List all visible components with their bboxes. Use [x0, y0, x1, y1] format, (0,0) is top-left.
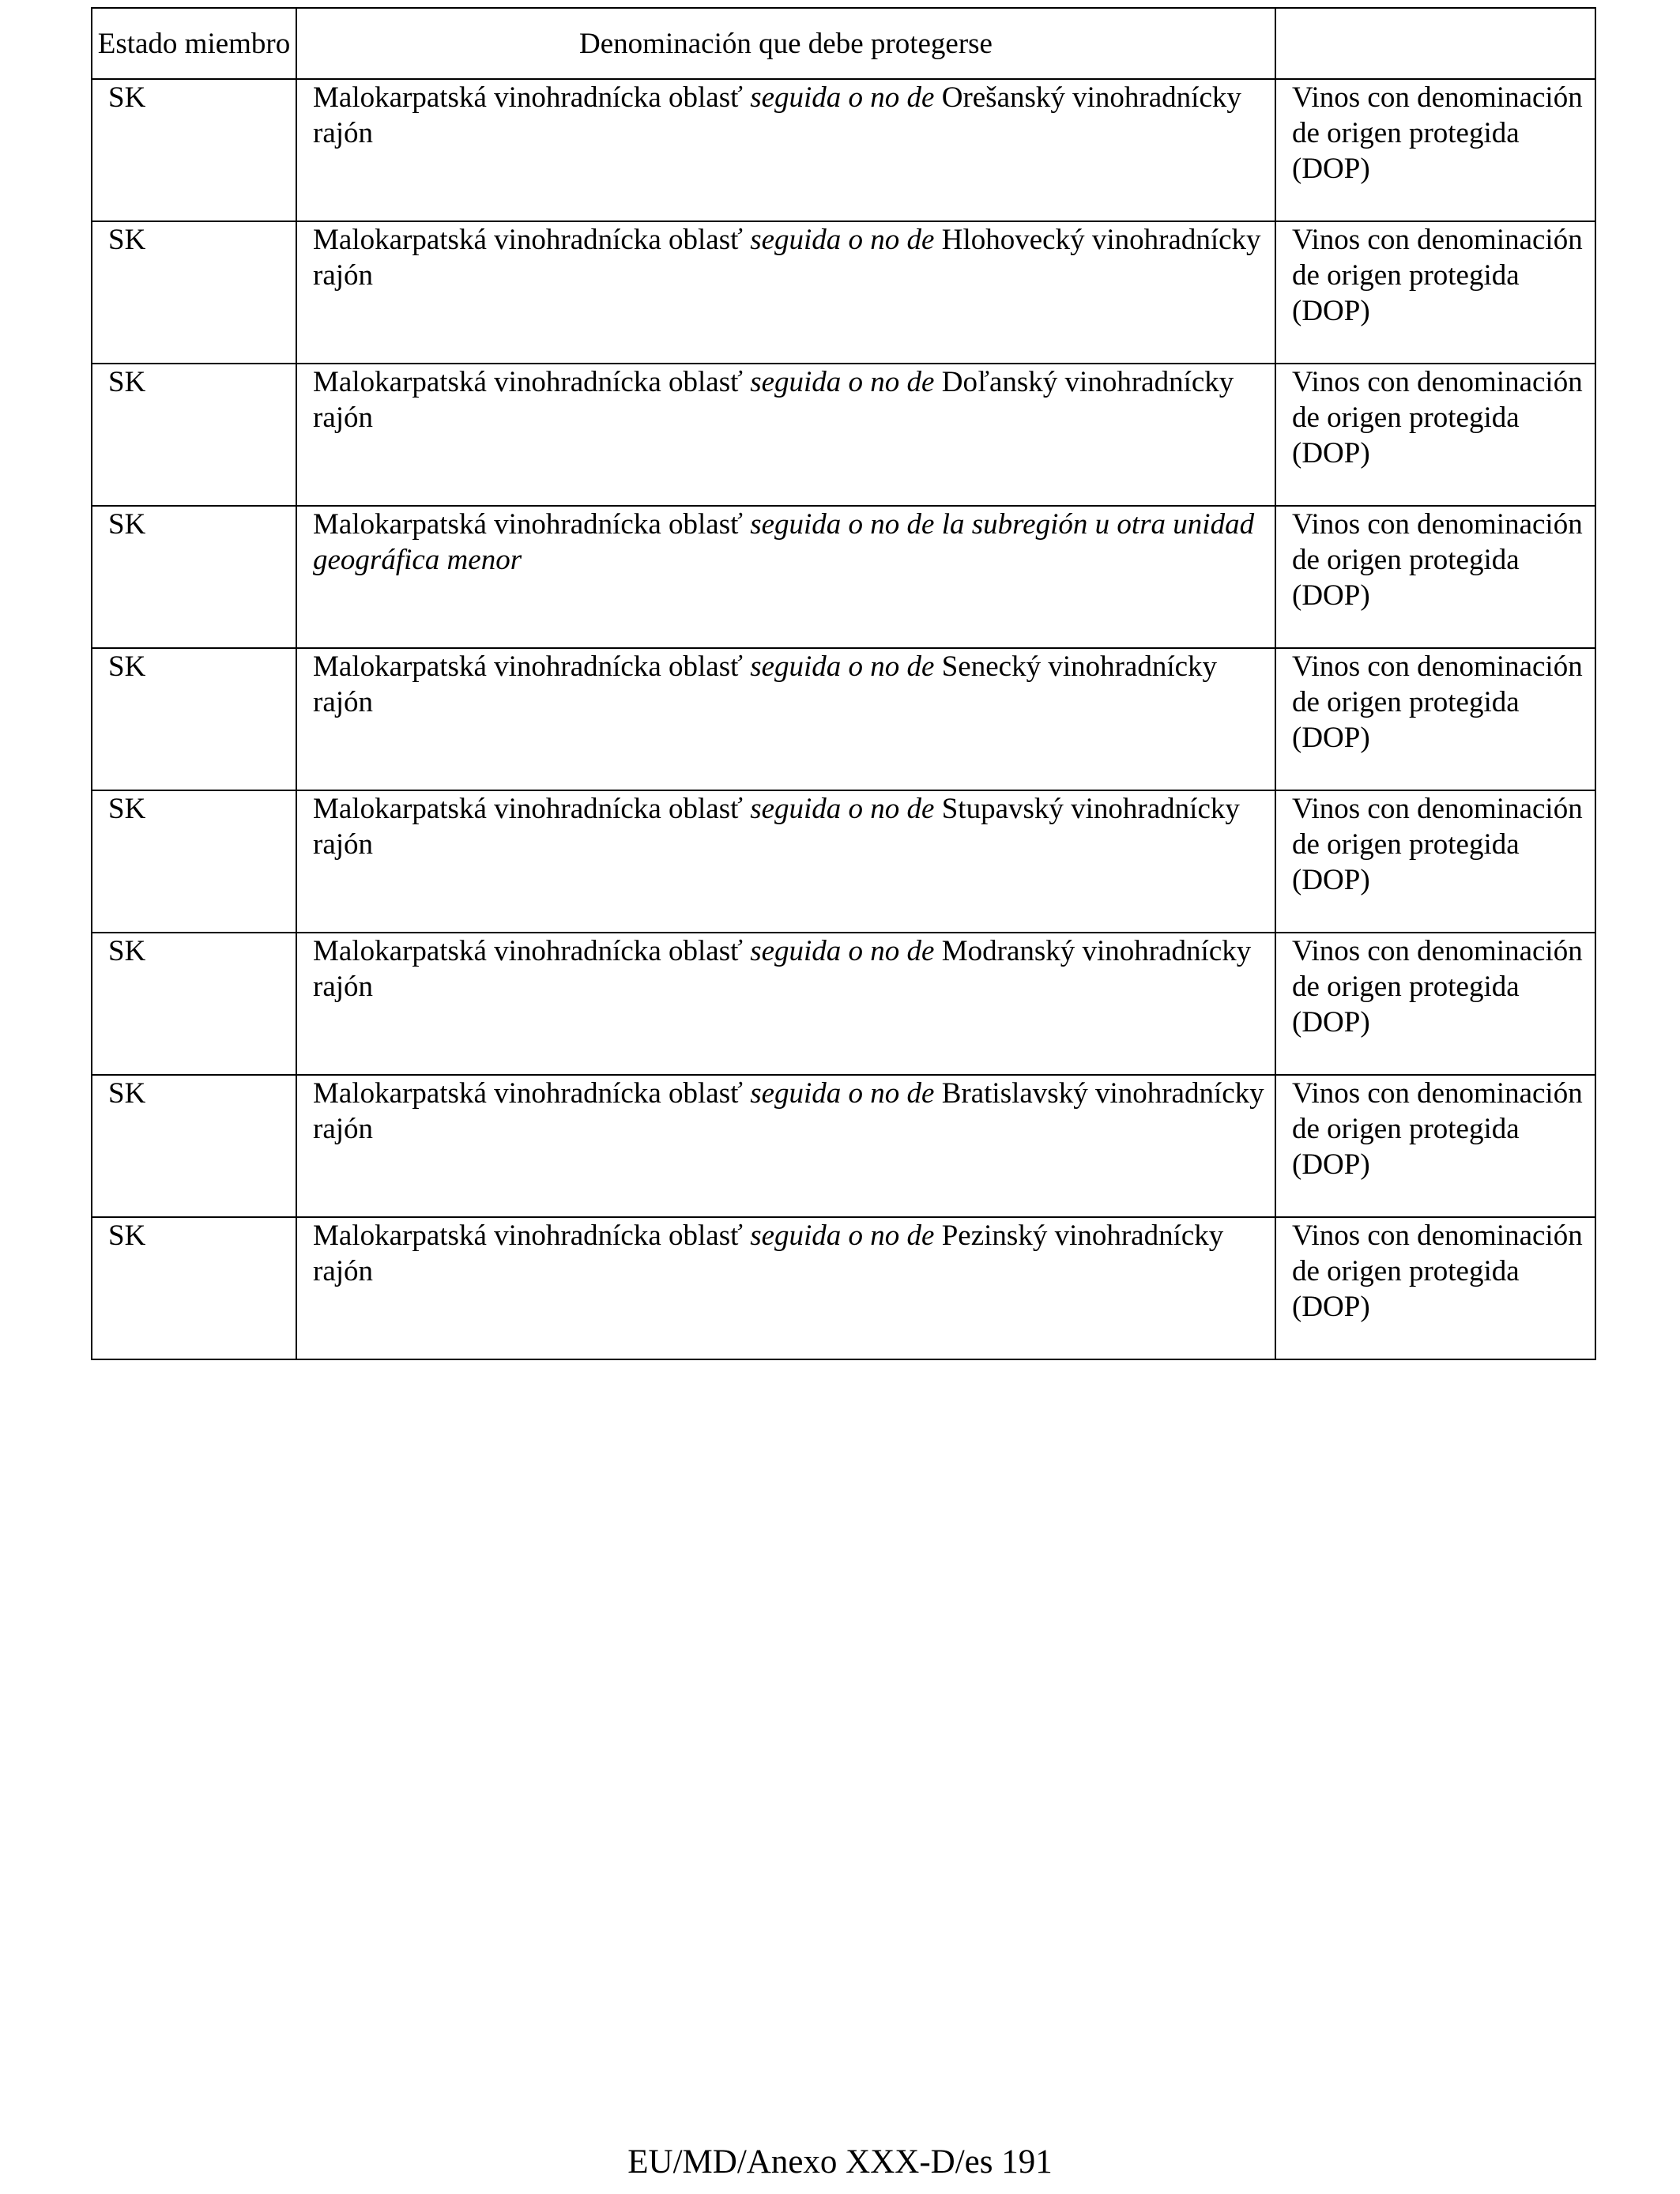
table-row	[92, 364, 1595, 506]
denomination-connector: seguida o no de la subregión u otra unidad geográfica menor	[313, 508, 1255, 576]
table-row	[92, 221, 1595, 364]
category-cell: Vinos con denominación de origen protegida (DOP)	[1275, 364, 1595, 506]
header-category	[1275, 8, 1595, 79]
table-header-row	[92, 8, 1595, 79]
table-row	[92, 1075, 1595, 1217]
denomination-subregion: Senecký vinohradnícky rajón	[313, 650, 1218, 718]
category-cell: Vinos con denominación de origen protegida (DOP)	[1275, 933, 1595, 1075]
denomination-cell	[296, 1075, 1275, 1217]
denomination-cell	[296, 1217, 1275, 1359]
denomination-region: Malokarpatská vinohradnícka oblasť	[313, 508, 743, 541]
denomination-cell	[296, 790, 1275, 933]
member-state-cell: SK	[92, 1217, 296, 1359]
denomination-region: Malokarpatská vinohradnícka oblasť	[313, 793, 743, 825]
category-cell: Vinos con denominación de origen protegida (DOP)	[1275, 221, 1595, 364]
denomination-connector: seguida o no de	[750, 1077, 935, 1110]
category-cell: Vinos con denominación de origen protegida (DOP)	[1275, 506, 1595, 648]
denomination-subregion: Bratislavský vinohradnícky rajón	[313, 1077, 1264, 1145]
table-row	[92, 79, 1595, 221]
denomination-connector: seguida o no de	[750, 366, 935, 398]
table-row	[92, 790, 1595, 933]
member-state-cell: SK	[92, 364, 296, 506]
member-state-cell: SK	[92, 79, 296, 221]
header-denomination: Denominación que debe protegerse	[296, 8, 1275, 79]
category-cell: Vinos con denominación de origen protegida (DOP)	[1275, 1217, 1595, 1359]
member-state-cell: SK	[92, 506, 296, 648]
table-row	[92, 1217, 1595, 1359]
denomination-region: Malokarpatská vinohradnícka oblasť	[313, 1077, 743, 1110]
denomination-subregion: Doľanský vinohradnícky rajón	[313, 366, 1234, 434]
denomination-cell	[296, 221, 1275, 364]
denomination-region: Malokarpatská vinohradnícka oblasť	[313, 224, 743, 256]
denomination-cell	[296, 933, 1275, 1075]
denomination-subregion: Orešanský vinohradnícky rajón	[313, 81, 1241, 149]
member-state-cell: SK	[92, 933, 296, 1075]
denomination-region: Malokarpatská vinohradnícka oblasť	[313, 81, 743, 114]
member-state-cell: SK	[92, 221, 296, 364]
denomination-cell	[296, 506, 1275, 648]
denomination-connector: seguida o no de	[750, 650, 935, 683]
member-state-cell: SK	[92, 1075, 296, 1217]
denominations-table	[91, 7, 1596, 1360]
denomination-connector: seguida o no de	[750, 224, 935, 256]
denomination-connector: seguida o no de	[750, 935, 935, 967]
denomination-region: Malokarpatská vinohradnícka oblasť	[313, 1220, 743, 1252]
category-cell: Vinos con denominación de origen protegida (DOP)	[1275, 79, 1595, 221]
table-row	[92, 933, 1595, 1075]
denomination-region: Malokarpatská vinohradnícka oblasť	[313, 935, 743, 967]
denomination-subregion: Stupavský vinohradnícky rajón	[313, 793, 1240, 861]
category-cell: Vinos con denominación de origen protegida (DOP)	[1275, 1075, 1595, 1217]
denomination-region: Malokarpatská vinohradnícka oblasť	[313, 366, 743, 398]
denomination-connector: seguida o no de	[750, 1220, 935, 1252]
page-footer-reference: EU/MD/Anexo XXX-D/es 191	[627, 2143, 1053, 2181]
table-row	[92, 648, 1595, 790]
denomination-cell	[296, 364, 1275, 506]
denomination-cell	[296, 648, 1275, 790]
member-state-cell: SK	[92, 648, 296, 790]
category-cell: Vinos con denominación de origen protegida (DOP)	[1275, 648, 1595, 790]
denomination-subregion: Pezinský vinohradnícky rajón	[313, 1220, 1224, 1287]
header-member-state: Estado miembro	[92, 8, 296, 79]
denomination-cell	[296, 79, 1275, 221]
denomination-subregion: Hlohovecký vinohradnícky rajón	[313, 224, 1261, 292]
denomination-region: Malokarpatská vinohradnícka oblasť	[313, 650, 743, 683]
denomination-subregion: Modranský vinohradnícky rajón	[313, 935, 1252, 1003]
member-state-cell: SK	[92, 790, 296, 933]
category-cell: Vinos con denominación de origen protegida (DOP)	[1275, 790, 1595, 933]
table-row	[92, 506, 1595, 648]
denomination-connector: seguida o no de	[750, 793, 935, 825]
denomination-connector: seguida o no de	[750, 81, 935, 114]
